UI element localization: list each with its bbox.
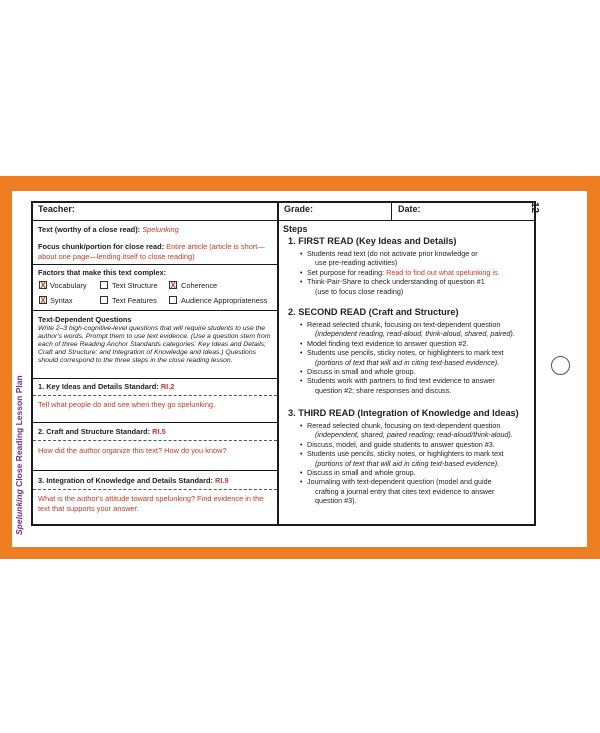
steps-title: Steps	[283, 224, 308, 234]
focus-chunk-row: Focus chunk/portion for close read: Entire article (article is short—about one page—lending itself to close reading)	[38, 242, 265, 261]
list-item: • Students read text (do not activate prior knowledge or use pre-reading activities)	[300, 249, 528, 268]
standard-ri9: RI.9	[215, 476, 229, 485]
tdq-title: Text-Dependent Questions	[38, 315, 132, 324]
text-structure-label: Text Structure	[112, 281, 158, 290]
punch-hole	[551, 356, 570, 375]
checkbox-audience[interactable]	[169, 296, 177, 304]
list-item: • Students work with partners to find text evidence to answer question #2; share responses and discuss.	[300, 376, 528, 395]
text-features-label: Text Features	[112, 296, 157, 305]
checkbox-coherence[interactable]: X	[170, 281, 176, 290]
question-1-answer: Tell what people do and see when they go spelunking.	[38, 400, 216, 409]
checkbox-vocabulary[interactable]: X	[40, 281, 46, 290]
teacher-label: Teacher:	[38, 204, 75, 214]
question-3-answer: What is the author's attitude toward spelunking? Find evidence in the text that supports your answer.	[38, 494, 264, 513]
list-item: • Discuss, model, and guide students to answer question #3.	[300, 440, 528, 449]
column-divider	[277, 201, 279, 526]
question-2-label: 2. Craft and Structure Standard: RI.5	[38, 427, 166, 436]
text-title-value: Spelunking	[142, 225, 179, 234]
question-3-label: 3. Integration of Knowledge and Details Standard: RI.9	[38, 476, 229, 485]
syntax-label: Syntax	[50, 296, 73, 305]
first-read-steps	[300, 249, 528, 296]
date-label: Date:	[398, 204, 421, 214]
list-item: • Model finding text evidence to answer question #2.	[300, 339, 528, 348]
section-divider	[33, 422, 277, 423]
list-item: • Reread selected chunk, focusing on text-dependent question (independent reading, read-aloud, think-aloud, shared, paired).	[300, 320, 528, 339]
section-divider	[33, 264, 277, 265]
section-divider	[33, 310, 277, 311]
audience-label: Audience Appropriateness	[181, 296, 268, 305]
page-number: 12	[529, 202, 540, 214]
dashed-divider	[33, 395, 277, 396]
list-item: • Journaling with text-dependent question (model and guide crafting a journal entry that cites text evidence to answer question #3).	[300, 477, 528, 505]
third-read-steps	[300, 421, 528, 506]
section-divider	[33, 378, 277, 379]
list-item: • Students use pencils, sticky notes, or highlighters to mark text (portions of text that will aid in citing text-based evidence).	[300, 449, 528, 468]
checkbox-syntax[interactable]: X	[40, 296, 46, 305]
second-read-steps	[300, 320, 528, 395]
tdq-instructions: Write 2–3 high-cognitive-level questions that will require students to use the author's words. Prompt them to use text evidence. (Use a question stem from each of three Reading Anchor Standards categories: Key Ideas and Details; Craft and Structure; and Integration of Knowledge and Ideas.) Questions should correspond to the three steps in the close reading lesson.	[38, 325, 271, 365]
text-title-row: Text (worthy of a close read): Spelunking	[38, 225, 179, 234]
list-item: • Students use pencils, sticky notes, or highlighters to mark text (portions of text that will aid in citing text-based evidence).	[300, 348, 528, 367]
standard-ri5: RI.5	[152, 427, 166, 436]
side-label: Spelunking Close Reading Lesson Plan	[14, 375, 24, 535]
question-1-label: 1. Key Ideas and Details Standard: RI.2	[38, 382, 175, 391]
second-read-heading: 2. SECOND READ (Craft and Structure)	[288, 307, 459, 317]
coherence-label: Coherence	[181, 281, 218, 290]
list-item: • Reread selected chunk, focusing on text-dependent question (independent, shared, paired reading; read-aloud/think-aloud).	[300, 421, 528, 440]
list-item: • Think-Pair-Share to check understanding of question #1 (use to focus close reading)	[300, 277, 528, 296]
question-2-answer: How did the author organize this text? How do you know?	[38, 446, 227, 455]
third-read-heading: 3. THIRD READ (Integration of Knowledge and Ideas)	[288, 408, 519, 418]
first-read-heading: 1. FIRST READ (Key Ideas and Details)	[288, 236, 457, 246]
grade-label: Grade:	[284, 204, 314, 214]
list-item: • Discuss in small and whole group.	[300, 468, 528, 477]
vocabulary-label: Vocabulary	[50, 281, 87, 290]
checkbox-text-structure[interactable]	[100, 281, 108, 289]
list-item: • Discuss in small and whole group.	[300, 367, 528, 376]
dashed-divider	[33, 489, 277, 490]
dashed-divider	[33, 440, 277, 441]
factors-title: Factors that make this text complex:	[38, 268, 167, 277]
focus-chunk-value: Entire article (article is short—about one page—lending itself to close reading)	[38, 242, 265, 261]
standard-ri2: RI.2	[160, 382, 175, 391]
section-divider	[33, 470, 277, 471]
grade-date-divider	[391, 201, 392, 221]
list-item: • Set purpose for reading: Read to find out what spelunking is.	[300, 268, 528, 277]
header-divider	[31, 220, 536, 221]
checkbox-text-features[interactable]	[100, 296, 108, 304]
